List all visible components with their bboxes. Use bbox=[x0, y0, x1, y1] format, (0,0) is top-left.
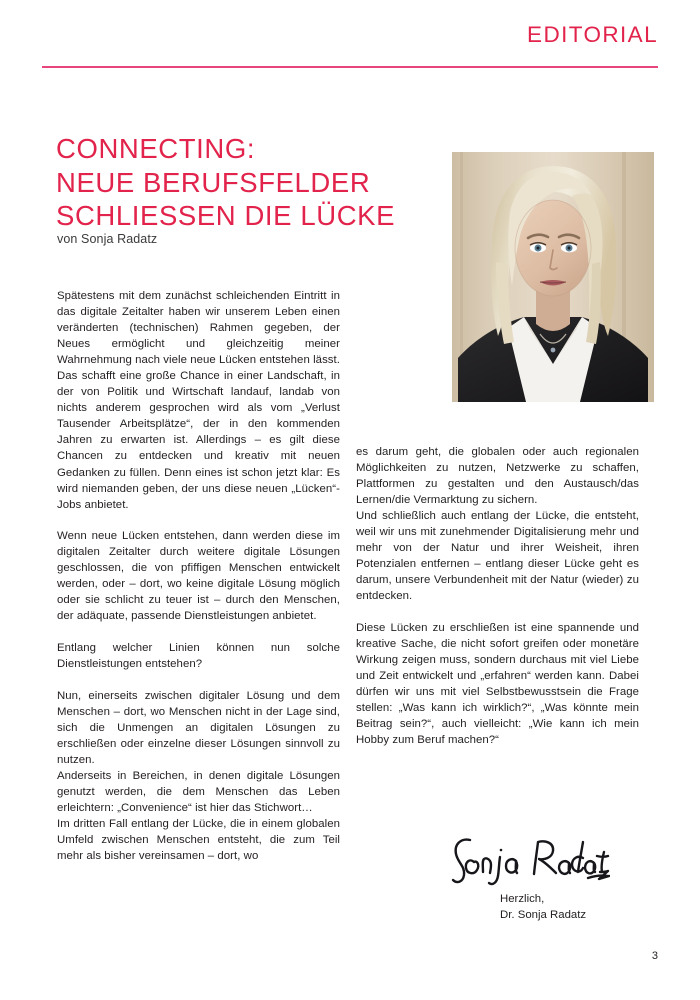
paragraph: Und schließlich auch entlang der Lücke, die entsteht, weil wir uns mit zunehmender Digitalisierung mehr und mehr von der Natur und ihrer Weisheit, ihren Potenzialen entfernen – entlang dieser Lücke geht es darum, unsere Verbundenheit mit der Natur (wieder) zu entdecken. bbox=[356, 510, 639, 603]
sign-off bbox=[500, 892, 586, 923]
byline: von Sonja Radatz bbox=[57, 232, 158, 246]
paragraph: Im dritten Fall entlang der Lücke, die in einem globalen Umfeld zwischen Menschen entsteht, die zum Teil mehr als bisher vereinsamen – dort, wo bbox=[57, 817, 340, 862]
portrait-illustration bbox=[452, 152, 654, 402]
paragraph: Spätestens mit dem zunächst schleichenden Eintritt in das digitale Zeitalter haben wir unserem Leben einen veränderten (technischen) Rahmen gegeben, der Neues ermöglicht und gleichzeitig meiner Wahrnehmung nach viele neue Lücken entstehen lässt. Das schafft eine große Chance in einer Landschaft, in der von Politik und Wirtschaft landauf, landab von nichts anderem gesprochen wird als vom „Verlust Tausender Arbeitsplätze“, der in den kommenden Jahren zu erwarten ist. Allerdings – es gilt diese Chancen zu entdecken und kreativ mit neuen Gedanken zu füllen. Denn eines ist schon jetzt klar: Es wird niemanden geben, der uns diese neuen „Lücken“-Jobs anbietet. bbox=[57, 290, 340, 511]
paragraph: Entlang welcher Linien können nun solche Dienstleistungen entstehen? bbox=[57, 641, 340, 670]
title-line-1: CONNECTING: bbox=[56, 133, 256, 165]
paragraph: Nun, einerseits zwischen digitaler Lösung und dem Menschen – dort, wo Menschen nicht in der Lage sind, sich die Unmengen an digitalen Lösungen zu erschließen oder einzelne dieser Lösungen sinnvoll zu nutzen. bbox=[57, 689, 340, 766]
page-number: 3 bbox=[651, 950, 658, 962]
handwritten-signature bbox=[450, 832, 610, 890]
page-title bbox=[56, 132, 456, 233]
signature-strokes bbox=[450, 832, 610, 890]
body-column-right bbox=[356, 444, 639, 748]
title-line-2: NEUE BERUFSFELDER bbox=[56, 166, 371, 198]
header-divider bbox=[42, 66, 658, 68]
author-portrait-photo bbox=[452, 152, 654, 402]
paragraph: Diese Lücken zu erschließen ist eine spannende und kreative Sache, die nicht sofort greifen oder monetäre Wirkung zeigen muss, sondern durchaus mit viel Liebe und Zeit entwickelt und „erfahren“ werden kann. Dabei dürfen wir uns mit viel Selbstbewusstsein die Frage stellen: „Was kann ich wirklich?“, „Was könnte mein Beitrag sein?“, auch vielleicht: „Wie kann ich mein Hobby zum Beruf machen?“ bbox=[356, 621, 639, 747]
paragraph: Anderseits in Bereichen, in denen digitale Lösungen genutzt werden, die dem Menschen das Leben erleichtern: „Convenience“ ist hier das Stichwort… bbox=[57, 769, 340, 814]
page-header bbox=[42, 24, 658, 72]
section-label: EDITORIAL bbox=[527, 22, 658, 47]
title-line-3: SCHLIESSEN DIE LÜCKE bbox=[56, 200, 396, 232]
sign-off-greeting: Herzlich, bbox=[500, 893, 545, 905]
paragraph: es darum geht, die globalen oder auch regionalen Möglichkeiten zu nutzen, Netzwerke zu schaffen, Plattformen zu gestalten und den Austausch/das Lernen/die Vermarktung zu sichern. bbox=[356, 446, 639, 507]
body-column-left bbox=[57, 288, 340, 864]
paragraph: Wenn neue Lücken entstehen, dann werden diese im digitalen Zeitalter durch weitere digitale Lösungen geschlossen, die von pfiffigen Menschen entwickelt werden, oder – dort, wo keine digitale Lösung möglich oder sie schlicht zu teuer ist – durch den Menschen, der adäquate, passende Dienstleistungen anbietet. bbox=[57, 530, 340, 623]
sign-off-name: Dr. Sonja Radatz bbox=[500, 908, 587, 921]
